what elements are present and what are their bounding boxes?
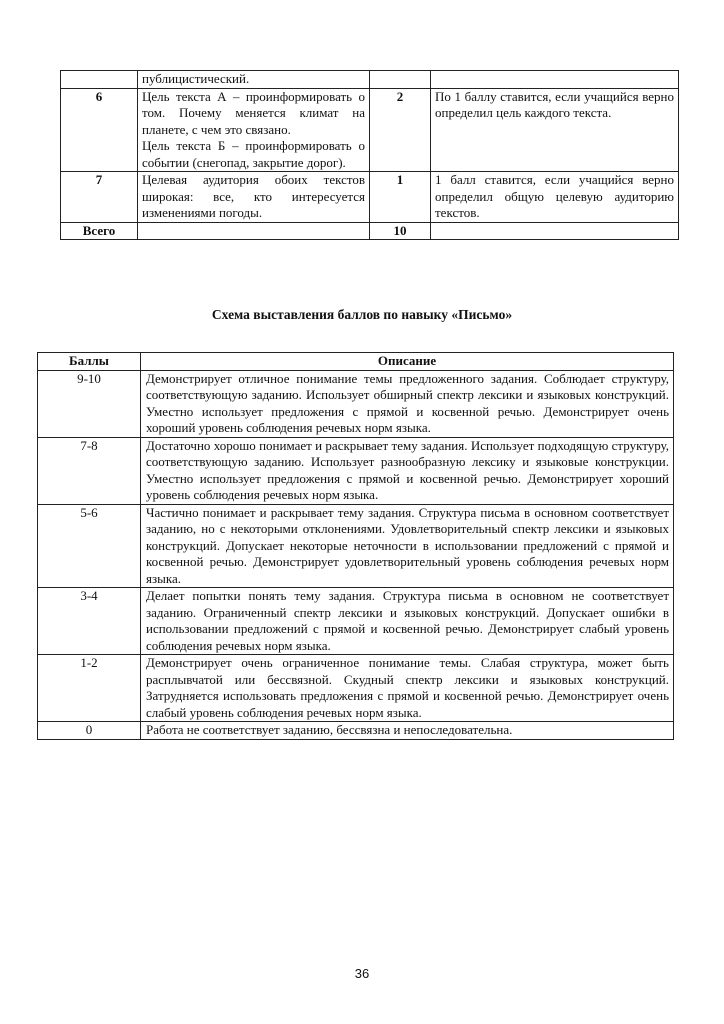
- task-number: [61, 71, 138, 89]
- description-cell: Достаточно хорошо понимает и раскрывает тему задания. Использует подходящую структуру, соответствующую заданию. Использует разнообразную лексику и языковые конструкции. Уместно использует предложения с прямой и косвенной речью. Демонстрирует хороший уровень соблюдения речевых норм языка.: [141, 437, 674, 504]
- empty-cell: [431, 222, 679, 240]
- description-cell: Делает попытки понять тему задания. Структура письма в основном не соответствует заданию. Ограниченный спектр лексики и языковых конструкций. Допускает ошибки в использовании предложений с прямой и косвенной речью. Демонстрирует слабый уровень соблюдения речевых норм языка.: [141, 588, 674, 655]
- table-row: [61, 172, 679, 223]
- answer-key-table: [60, 70, 679, 240]
- criteria-cell: 1 балл ставится, если учащийся верно определил общую целевую аудиторию текстов.: [431, 172, 679, 223]
- task-number: 6: [61, 88, 138, 172]
- score-cell: 3-4: [38, 588, 141, 655]
- total-label: Всего: [61, 222, 138, 240]
- answer-paragraph: Цель текста А – проинформировать о том. Почему меняется климат на планете, с чем это связано.: [142, 88, 365, 137]
- table-row: [38, 722, 674, 740]
- description-cell: Частично понимает и раскрывает тему задания. Структура письма в основном соответствует заданию, но с некоторыми отклонениями. Удовлетворительный спектр лексики и языковых конструкций. Допускает некоторые неточности в использовании предложений с прямой и косвенной речью. Демонстрирует удовлетворительный уровень соблюдения речевых норм языка.: [141, 504, 674, 588]
- points-cell: 1: [370, 172, 431, 223]
- score-cell: 5-6: [38, 504, 141, 588]
- table-row: [61, 88, 679, 172]
- total-points: 10: [370, 222, 431, 240]
- criteria-cell: По 1 баллу ставится, если учащийся верно определил цель каждого текста.: [431, 88, 679, 172]
- table-row: [38, 437, 674, 504]
- criteria-cell: [431, 71, 679, 89]
- answer-cell: Целевая аудитория обоих текстов широкая: все, кто интересуется изменениями погоды.: [138, 172, 370, 223]
- column-header-score: Баллы: [38, 353, 141, 371]
- description-cell: Демонстрирует отличное понимание темы предложенного задания. Соблюдает структуру, соответствующую заданию. Использует обширный спектр лексики и языковых конструкций. Уместно использует предложения с прямой и косвенной речью. Демонстрирует очень хороший уровень соблюдения речевых норм языка.: [141, 370, 674, 437]
- section-heading: Схема выставления баллов по навыку «Письмо»: [211, 307, 513, 322]
- score-cell: 1-2: [38, 655, 141, 722]
- points-cell: 2: [370, 88, 431, 172]
- column-header-description: Описание: [141, 353, 674, 371]
- answer-cell: публицистический.: [138, 71, 370, 89]
- total-row: [61, 222, 679, 240]
- table-row: [61, 71, 679, 89]
- page-number: 36: [354, 966, 370, 981]
- description-cell: Демонстрирует очень ограниченное понимание темы. Слабая структура, может быть расплывчатой или бессвязной. Скудный спектр лексики и языковых конструкций. Затрудняется использовать предложения с прямой и косвенной речью. Демонстрирует очень слабый уровень соблюдения речевых норм языка.: [141, 655, 674, 722]
- table-row: [38, 370, 674, 437]
- writing-rubric-table: [37, 352, 674, 740]
- empty-cell: [138, 222, 370, 240]
- score-cell: 9-10: [38, 370, 141, 437]
- table-row: [38, 655, 674, 722]
- score-cell: 0: [38, 722, 141, 740]
- table-row: [38, 588, 674, 655]
- task-number: 7: [61, 172, 138, 223]
- table-header-row: [38, 353, 674, 371]
- score-cell: 7-8: [38, 437, 141, 504]
- description-cell: Работа не соответствует заданию, бессвязна и непоследовательна.: [141, 722, 674, 740]
- answer-paragraph: Цель текста Б – проинформировать о событии (снегопад, закрытие дорог).: [142, 138, 365, 170]
- answer-cell: [138, 88, 370, 172]
- table-row: [38, 504, 674, 588]
- points-cell: [370, 71, 431, 89]
